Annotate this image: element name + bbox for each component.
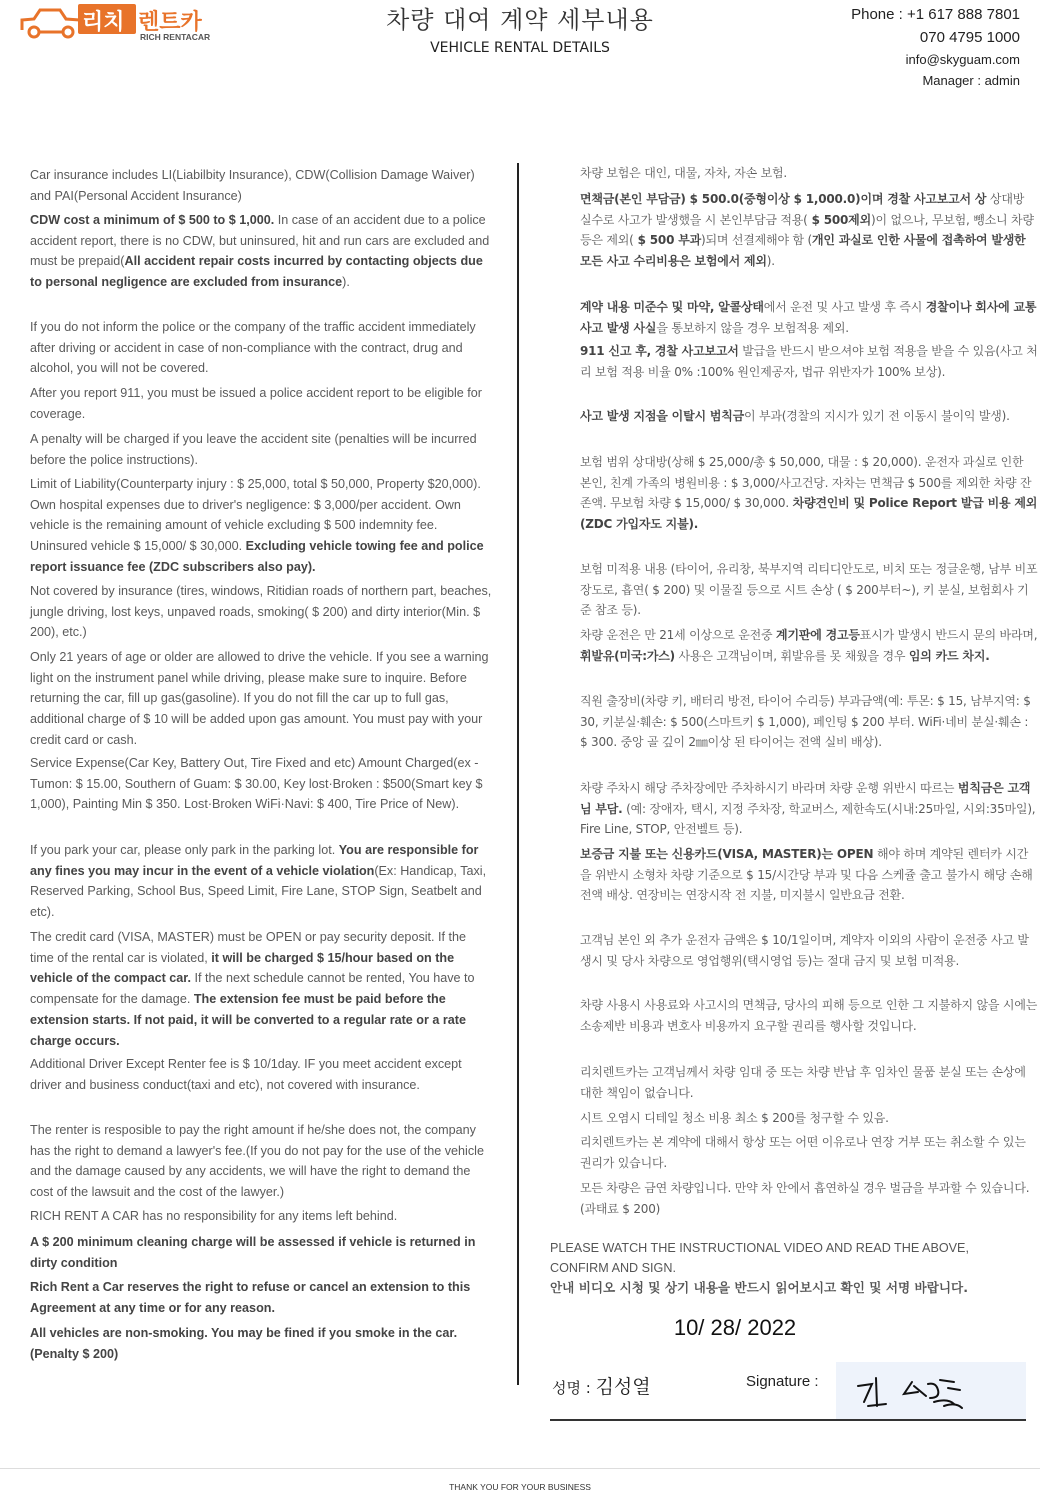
phone-primary: Phone : +1 617 888 7801 xyxy=(851,6,1020,23)
handwritten-signature xyxy=(836,1362,1026,1420)
left-paragraph xyxy=(30,383,492,424)
right-text: 직원 출장비(차량 키, 배터리 방전, 타이어 수리등) 부과금액(예: 투몬: $ 15, 남부지역: $ 30, 키분실·훼손: $ 500(스마트키 $ 1,000), 페인팅 $ 200 부터. WiFi·네비 분실·훼손 : $ 300. 중앙 골 깊이 2㎜이상 된 타이어는 전액 실비 배상). xyxy=(580,694,1031,750)
signature-box[interactable] xyxy=(836,1362,1026,1420)
left-text: A $ 200 minimum cleaning charge will be assessed if vehicle is returned in dirty condition xyxy=(30,1235,476,1270)
name-field xyxy=(552,1372,651,1399)
left-paragraph xyxy=(30,1277,492,1318)
left-text: If the next schedule cannot be rented, You have to compensate for the damage. xyxy=(30,971,475,1007)
left-text: ). xyxy=(342,275,350,290)
right-text: 차량견인비 및 Police Report 발급 비용 제외 (ZDC 가입자도 지불). xyxy=(580,496,1038,532)
right-paragraph xyxy=(580,1132,1038,1173)
page-title-en: VEHICLE RENTAL DETAILS xyxy=(430,40,610,56)
right-paragraph xyxy=(580,1178,1038,1219)
right-text: 보험 미적용 내용 (타이어, 유리창, 북부지역 리티디안도로, 비치 또는 정글운행, 남부 비포장도로, 흡연( $ 200) 및 이물질 등으로 시트 손상 ( $ 200부터~), 키 분실, 보험회사 기준 참조 등). xyxy=(580,562,1038,618)
right-text: 을 통보하지 않을 경우 보험적용 제외. xyxy=(656,320,849,335)
right-text: 사고 발생 지점을 이탈시 범칙금 xyxy=(580,409,745,423)
left-text: Service Expense(Car Key, Battery Out, Tire Fixed and etc) Amount Charged(ex - Tumon: $ 15.00, Southern of Guam: $ 30.00, Key lost·Broken : $500(Smart key $ 1,000), Painting Min $ 350. Lost·Broken WiFi·Navi: $ 400, Tire Price of New). xyxy=(30,756,483,812)
svg-text:리치: 리치 xyxy=(82,10,125,35)
left-text: If you do not inform the police or the company of the traffic accident immediately after driving or accident in case of non-compliance with the contract, drug and alcohol, you will not be covered. xyxy=(30,320,476,376)
left-text: In case of an accident due to a police accident report, there is no CDW, but uninsured, hit and run cars are excluded and must be prepaid( xyxy=(30,213,490,269)
left-text: it will be charged $ 15/hour based on the vehicle of the compact car. xyxy=(30,950,455,986)
right-paragraph xyxy=(580,189,1038,272)
right-text: $ 500 부과 xyxy=(633,233,701,248)
left-paragraph xyxy=(30,927,492,1051)
right-paragraph xyxy=(580,995,1038,1036)
right-text: 모든 차량은 금연 차량입니다. 만약 차 안에서 흡연하실 경우 벌금을 부과할 수 있습니다. (과태료 $ 200) xyxy=(580,1181,1030,1216)
right-text: 리치렌트카는 본 계약에 대해서 항상 또는 어떤 이유로나 연장 거부 또는 취소할 수 있는 권리가 있습니다. xyxy=(580,1135,1026,1170)
right-paragraph xyxy=(580,406,1038,427)
right-paragraph xyxy=(580,297,1038,338)
name-value: 김성열 xyxy=(595,1376,651,1398)
right-paragraph xyxy=(580,778,1038,840)
right-text: 보증금 지불 또는 신용카드(VISA, MASTER)는 OPEN xyxy=(580,847,874,861)
right-text: 계기판에 경고등 xyxy=(776,628,860,642)
left-text: The renter is resposible to pay the right amount if he/she does not, the company has the right to demand a lawyer's fee.(If you do not pay for the use of the vehicle and the damage caused by any accidents, we will have the right to demand the cost of the lawsuit and the cost of the lawyer.) xyxy=(30,1123,484,1200)
right-paragraph xyxy=(580,930,1038,971)
right-paragraph xyxy=(580,163,1038,184)
left-text: Limit of Liability(Counterparty injury : $ 25,000, total $ 50,000, Property $20,000). Own hospital expenses due to driver's negligence: $ 3,000/per accident. Own vehicle is the remaining amount of vehicle excluding $ 500 indemnity fee. Uninsured vehicle $ 15,000/ $ 30,000. xyxy=(30,477,481,554)
right-text: 휘발유(미국:가스) xyxy=(580,648,675,663)
right-text: 사용은 고객님이며, 휘발유를 못 채웠을 경우 xyxy=(674,648,909,663)
right-paragraph xyxy=(580,691,1038,753)
right-text: 911 신고 후, 경찰 사고보고서 xyxy=(580,344,739,358)
name-label: 성명 : xyxy=(552,1379,596,1397)
manager-label: Manager : admin xyxy=(922,73,1020,88)
left-text: The extension fee must be paid before the extension starts. If not paid, it will be converted to a regular rate or a rate charge occurs. xyxy=(30,992,466,1048)
right-text: 해야 하며 계약된 렌터카 시간을 위반시 소형차 차량 기준으로 $ 15/시간당 부과 및 다음 스케쥴 출고 불가시 해당 손해 전액 배상. 연장비는 연장시작 전 지불, 미지불시 일반요금 전환. xyxy=(580,847,1033,903)
right-text: 리치렌트카는 고객님께서 차량 임대 중 또는 차량 반납 후 임차인 물품 분실 또는 손상에 대한 책임이 없습니다. xyxy=(580,1065,1026,1100)
left-text: Only 21 years of age or older are allowed to drive the vehicle. If you see a warning light on the instrument panel while driving, please make sure to inquire. Before returning the car, fill up gas(gasoline). If you do not fill the car up to full gas, additional charge of $ 10 will be added upon gas amount. You must pay with your credit card or cash. xyxy=(30,650,489,747)
left-text: Car insurance includes LI(Liabilbity Insurance), CDW(Collision Damage Waiver) and PAI(Personal Accident Insurance) xyxy=(30,168,475,203)
right-text: ). xyxy=(766,254,775,269)
signature-label: Signature : xyxy=(746,1373,819,1390)
right-paragraph xyxy=(580,1062,1038,1103)
right-text: 이 부과(경찰의 지시가 있기 전 이동시 불이익 발생). xyxy=(744,409,1010,423)
left-paragraph xyxy=(30,840,492,923)
left-text: A penalty will be charged if you leave the accident site (penalties will be incurred before the police instructions). xyxy=(30,432,477,467)
left-text: Additional Driver Except Renter fee is $ 10/1day. IF you meet accident except driver and business conduct(taxi and etc), not covered with insurance. xyxy=(30,1057,462,1092)
notice-korean: 안내 비디오 시청 및 상기 내용을 반드시 읽어보시고 확인 및 서명 바랍니다. xyxy=(550,1280,968,1295)
left-text: (Ex: Handicap, Taxi, Reserved Parking, School Bus, Speed Limit, Fire Lane, STOP Sign, Seatbelt and etc). xyxy=(30,863,487,920)
left-text: The credit card (VISA, MASTER) must be OPEN or pay security deposit. If the time of the rental car is violated, xyxy=(30,930,467,965)
right-text: 차량 주차시 해당 주차장에만 주차하시기 바라며 차량 운행 위반시 따르는 xyxy=(580,781,958,795)
right-paragraph xyxy=(580,559,1038,621)
right-text: 차량 운전은 만 21세 이상으로 운전중 xyxy=(580,628,777,642)
left-paragraph xyxy=(30,647,492,751)
right-paragraph xyxy=(580,341,1038,382)
footer-text: THANK YOU FOR YOUR BUSINESS xyxy=(449,1482,591,1492)
right-text: 임의 카드 차지. xyxy=(908,648,990,663)
right-paragraph xyxy=(580,625,1038,666)
left-paragraph xyxy=(30,1323,492,1364)
right-text: (예: 장애자, 택시, 지정 주차장, 학교버스, 제한속도(시내:25마일, 시외:35마일), Fire Line, STOP, 안전벨트 등). xyxy=(580,801,1036,837)
left-text: Not covered by insurance (tires, windows, Ritidian roads of northern part, beaches, jungle driving, lost keys, unpaved roads, smoking( $ 200) and dirty interior(Min. $ 200), etc.) xyxy=(30,584,492,640)
right-text: 표시가 발생시 반드시 문의 바라며, xyxy=(859,628,1038,642)
right-text: 에서 운전 및 사고 발생 후 즉시 xyxy=(763,300,926,314)
left-paragraph xyxy=(30,581,492,643)
left-paragraph xyxy=(30,210,492,293)
right-text: 발급을 반드시 받으셔야 보험 적용을 받을 수 있음(사고 처리 보험 적용 비율 0% :100% 원인제공자, 법규 위반자가 100% 보상). xyxy=(580,344,1038,379)
left-paragraph xyxy=(30,429,492,470)
left-paragraph xyxy=(30,1232,492,1273)
signature-line xyxy=(550,1419,1026,1421)
right-text: 차량 사용시 사용료와 사고시의 면책금, 당사의 피해 등으로 인한 그 지불하지 않을 시에는 소송제반 비용과 변호사 비용까지 요구할 권리를 행사할 것입니다. xyxy=(580,998,1038,1033)
column-divider xyxy=(517,163,519,1385)
left-paragraph xyxy=(30,753,492,815)
left-text: RICH RENT A CAR has no responsibility for any items left behind. xyxy=(30,1209,398,1223)
right-text: 면책금(본인 부담금) $ 500.0(중형이상 $ 1,000.0)이며 경찰 사고보고서 상 xyxy=(580,192,987,206)
right-text: 시트 오염시 디테일 청소 비용 최소 $ 200를 청구할 수 있음. xyxy=(580,1111,889,1125)
right-paragraph xyxy=(580,844,1038,906)
right-text: 범칙금은 고객님 부담. xyxy=(580,781,1031,816)
right-text: $ 500제외 xyxy=(807,212,871,227)
phone-secondary: 070 4795 1000 xyxy=(919,29,1020,46)
right-text: )이 없으나, 무보험, 뺑소니 차량 등은 제외( xyxy=(580,212,1034,248)
left-text: You are responsible for any fines you may incur in the event of a vehicle violation xyxy=(30,843,479,878)
notice-english: PLEASE WATCH THE INSTRUCTIONAL VIDEO AND READ THE ABOVE, CONFIRM AND SIGN. xyxy=(550,1241,969,1275)
left-text: After you report 911, you must be issued a police accident report to be eligible for coverage. xyxy=(30,386,482,421)
left-text: If you park your car, please only park in the parking lot. xyxy=(30,843,339,857)
left-text: CDW cost a minimum of $ 500 to $ 1,000. xyxy=(30,213,275,227)
svg-text:렌트카: 렌트카 xyxy=(138,10,202,35)
right-text: 차량 보험은 대인, 대물, 자차, 자손 보험. xyxy=(580,166,788,180)
left-paragraph xyxy=(30,1054,492,1095)
right-paragraph xyxy=(580,452,1038,535)
right-text: 계약 내용 미준수 및 마약, 알콜상태 xyxy=(580,300,764,314)
left-paragraph xyxy=(30,1120,492,1203)
right-text: 경찰이나 회사에 교통 사고 발생 사실 xyxy=(580,300,1037,335)
email-address: info@skyguam.com xyxy=(905,52,1020,67)
right-text: 개인 과실로 인한 사물에 접촉하여 발생한 모든 사고 수리비용은 보험에서 제외 xyxy=(580,233,1026,269)
svg-text:RICH RENTACAR: RICH RENTACAR xyxy=(140,32,211,42)
footer-divider xyxy=(0,1468,1040,1469)
page-title-ko: 차량 대여 계약 세부내용 xyxy=(386,6,654,34)
left-paragraph xyxy=(30,474,492,578)
left-paragraph xyxy=(30,317,492,379)
left-text: All accident repair costs incurred by contacting objects due to personal negligence are excluded from insurance xyxy=(30,254,483,290)
left-paragraph xyxy=(30,1206,492,1227)
right-text: 고객님 본인 외 추가 운전자 금액은 $ 10/1일이며, 계약자 이외의 사람이 운전중 사고 발생시 및 당사 차량으로 영업행위(택시영업 등)는 절대 금지 및 보험 미적용. xyxy=(580,933,1029,968)
right-text: 상대방 실수로 사고가 발생했을 시 본인부담금 적용( xyxy=(580,192,1025,227)
left-text: Rich Rent a Car reserves the right to refuse or cancel an extension to this Agreement at any time or for any reason. xyxy=(30,1280,471,1315)
right-text: )되며 선결제해야 함 ( xyxy=(701,233,812,248)
contract-date: 10/ 28/ 2022 xyxy=(673,1315,797,1340)
left-text: Excluding vehicle towing fee and police report issuance fee (ZDC subscribers also pay). xyxy=(30,539,484,574)
left-paragraph xyxy=(30,165,492,206)
right-paragraph xyxy=(580,1108,1038,1129)
left-text: All vehicles are non-smoking. You may be fined if you smoke in the car. (Penalty $ 200) xyxy=(30,1326,458,1361)
right-text: 보험 범위 상대방(상해 $ 25,000/총 $ 50,000, 대물 : $ 20,000). 운전자 과실로 인한 본인, 친계 가족의 병원비용 : $ 3,000/사고건당. 자차는 면책금 $ 500를 제외한 차량 잔존액. 무보험 차량 $ 15,000/ $ 30,000. xyxy=(580,455,1032,511)
